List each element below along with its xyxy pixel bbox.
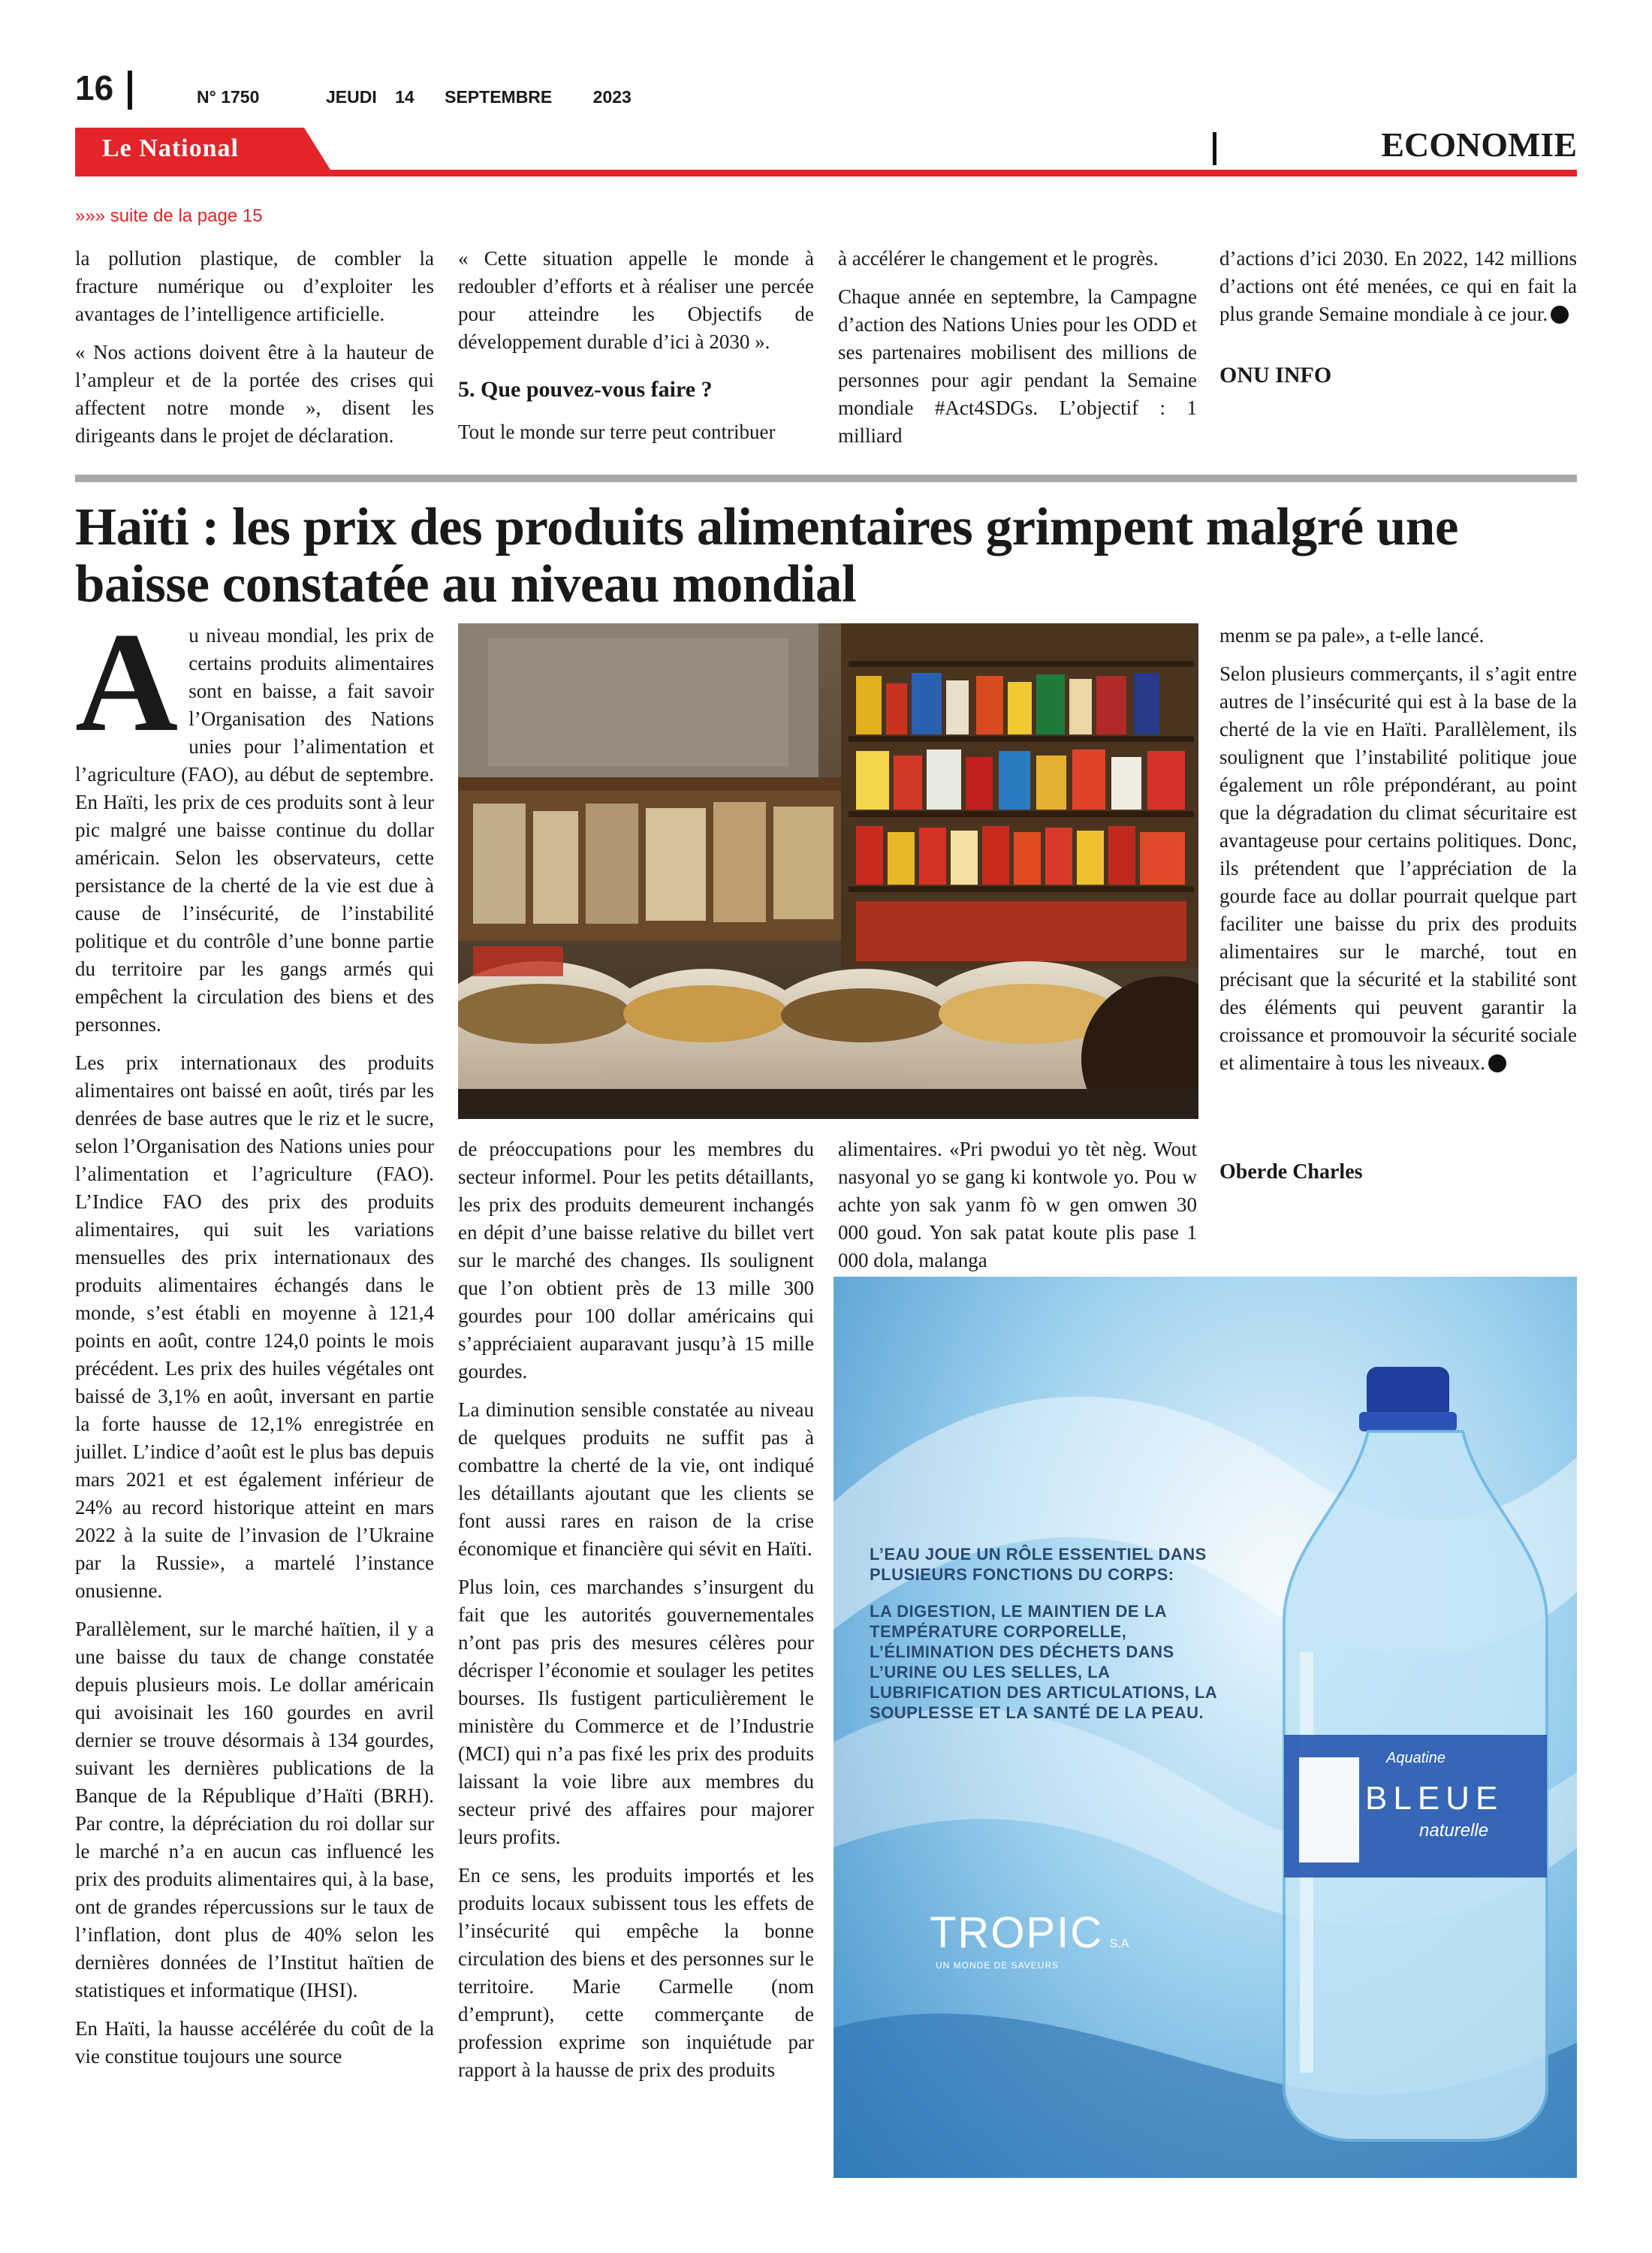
- ad-line: L’URINE OU LES SELLES, LA: [870, 1663, 1111, 1681]
- paragraph: Selon plusieurs commerçants, il s’agit entre autres de l’insécurité qui est à la base de la cherté de la vie en Haïti. Parallèlement, ils soulignent que l’instabilité politique joue également un rôle prépondérant, au point que la dégradation du climat sécuritaire est avantageuse pour certains politiques. Donc, ils prétendent que l’appréciation de la gourde face au dollar pourrait quelque part faciliter une baisse du prix des produits alimentaires sur le marché, tout en précisant que la sécurité et la stabilité sont des éléments qui peuvent garantir la croissance et promouvoir la sécurité sociale et alimentaire à tous les niveaux.: [1219, 662, 1577, 1074]
- paragraph: « Cette situation appelle le monde à redoubler d’efforts et à réaliser une percée pour atteindre les Objectifs de développement durable d’ici à 2030 ».: [458, 247, 814, 353]
- article-column-4: [1219, 622, 1577, 1186]
- article-separator: [75, 475, 1577, 482]
- paragraph: alimentaires. «Pri pwodui yo tèt nèg. Wout nasyonal yo se gang ki kontwole yo. Pou w achte yon sak yanm fò w gen omwen 30 000 goud. Yon sak patat koute plis pase 1 000 dola, malanga: [838, 1138, 1197, 1271]
- paragraph: la pollution plastique, de combler la fracture numérique ou d’exploiter les avantages de l’intelligence artificielle.: [75, 247, 434, 325]
- page-number-divider: [128, 71, 132, 110]
- issue-date: [326, 87, 632, 107]
- paragraph: Les prix internationaux des produits alimentaires ont baissé en août, tirés par les denrées de base autres que le riz et le sucre, selon l’Organisation des Nations unies pour l’alimentation et l’agriculture (FAO). L’Indice FAO des prix des produits alimentaires, qui suit les variations mensuelles des prix internationaux des produits alimentaires échangés dans le monde, s’est établi en moyenne à 121,4 points en août, contre 124,0 points le mois précédent. Les prix des huiles végétales ont baissé de 3,1% en août, inversant en partie la forte hausse de 12,1% enregistrée en juillet. L’indice d’août est le plus bas depuis mars 2021 et est également inférieur de 24% au record historique atteint en mars 2022 à la suite de l’invasion de l’Ukraine par la Russie», a martelé l’instance onusienne.: [75, 1051, 434, 1602]
- article-author: Oberde Charles: [1219, 1160, 1363, 1184]
- continued-column-3: [838, 245, 1197, 460]
- brand-tagline: UN MONDE DE SAVEURS: [936, 1960, 1060, 1971]
- lead-paragraph: Au niveau mondial, les prix de certains produits alimentaires sont en baisse, a fait savoir l’Organisation des Nations unies pour l’alimentation et l’agriculture (FAO), au début de septembre. En Haïti, les prix de ces produits sont à leur pic malgré une baisse continue du dollar américain. Selon les observateurs, cette persistance de la cherté de la vie est due à cause de l’insécurité, de l’instabilité politique et du contrôle d’une bonne partie du territoire par les gangs armés qui empêchent la circulation des biens et des personnes.: [75, 604, 434, 1036]
- paragraph: La diminution sensible constatée au niveau de quelques produits ne suffit pas à combattre la cherté de la vie, ont indiqué les détaillants ajoutant que les clients se font aussi rares en raison de la crise économique et financière qui sévit en Haïti.: [458, 1398, 814, 1560]
- end-mark-icon: [1551, 306, 1569, 324]
- paragraph: Tout le monde sur terre peut contribuer: [458, 421, 776, 443]
- date-year: 2023: [592, 87, 632, 107]
- article-column-2: [458, 1136, 814, 2095]
- drop-cap: A: [75, 604, 179, 762]
- issue-number: N° 1750: [197, 87, 260, 107]
- ad-line: L’EAU JOUE UN RÔLE ESSENTIEL DANS: [870, 1545, 1207, 1564]
- paragraph: Parallèlement, sur le marché haïtien, il y a une baisse du taux de change constatée depuis plusieurs mois. Le dollar américain qui avoisinait les 160 gourdes en avril dernier se trouve désormais à 134 gourdes, suivant les dernières publications de la Banque de la République d’Haïti (BRH). Par contre, la dépréciation du roi dollar sur le marché n’a en aucun cas influencé les prix des produits alimentaires qui, à la base, ont de grandes répercussions sur le taux de l’inflation, dont plus de 40% selon les dernières données de l’Institut haïtien de statistiques et informatique (IHSI).: [75, 1618, 434, 2001]
- date-day-name: JEUDI: [326, 87, 377, 107]
- date-month: SEPTEMBRE: [445, 87, 553, 107]
- paragraph: En Haïti, la hausse accélérée du coût de la vie constitue toujours une source: [75, 2017, 434, 2068]
- brand-name: TROPIC: [930, 1908, 1104, 1957]
- article-column-3: [838, 1136, 1197, 1285]
- brand-logo: [930, 1908, 1129, 1958]
- article-source: ONU INFO: [1219, 363, 1332, 388]
- ad-line: L’ÉLIMINATION DES DÉCHETS DANS: [870, 1642, 1174, 1661]
- paragraph: d’actions d’ici 2030. En 2022, 142 millions d’actions ont été menées, ce qui en fait la plus grande Semaine mondiale à ce jour.: [1219, 247, 1577, 325]
- bottle-brand: Aquatine: [1386, 1750, 1446, 1766]
- ad-line: SOUPLESSE ET LA SANTÉ DE LA PEAU.: [870, 1703, 1204, 1722]
- continued-column-2: [458, 245, 814, 457]
- water-wave-graphic: [834, 1277, 1577, 2178]
- water-advertisement: [834, 1277, 1577, 2178]
- ad-line: PLUSIEURS FONCTIONS DU CORPS:: [870, 1565, 1174, 1584]
- section-title: ECONOMIE: [1381, 125, 1577, 164]
- paragraph: Plus loin, ces marchandes s’insurgent du fait que les autorités gouvernementales n’ont pas pris des mesures célères pour décrisper l’économie et soulager les petites bourses. Ils fustigent particulièrement le ministère du Commerce et de l’Industrie (MCI) qui n’a pas fixé les prix des produits laissant la voie libre aux membres du secteur privé des affaires pour majorer leurs profits.: [458, 1576, 814, 1848]
- section-divider: [1213, 132, 1216, 165]
- subheading: 5. Que pouvez-vous faire ?: [458, 377, 713, 402]
- ad-line: LA DIGESTION, LE MAINTIEN DE LA: [870, 1602, 1168, 1621]
- ad-line: LUBRIFICATION DES ARTICULATIONS, LA: [870, 1683, 1218, 1702]
- continued-from: »»» suite de la page 15: [75, 206, 263, 226]
- article-title: Haïti : les prix des produits alimentaires grimpent malgré une baisse constatée au niveau mondial: [75, 498, 1458, 614]
- date-day: 14: [395, 87, 415, 107]
- ad-copy: [870, 1544, 1290, 1723]
- market-shelves-photo: [458, 623, 1198, 1119]
- paragraph: « Nos actions doivent être à la hauteur de l’ampleur et de la portée des crises qui affectent notre monde », disent les dirigeants dans le projet de déclaration.: [75, 341, 434, 447]
- ad-line: TEMPÉRATURE CORPORELLE,: [870, 1622, 1127, 1641]
- paragraph: de préoccupations pour les membres du secteur informel. Pour les petits détaillants, les prix des produits demeurent inchangés en dépit d’une baisse relative du billet vert sur le marché des changes. Ils soulignent que l’on obtient près de 13 mille 300 gourdes pour 100 dollar américains qui s’appréciaient auparavant jusqu’à 15 mille gourdes.: [458, 1138, 814, 1383]
- bottle-label: BLEUE: [1365, 1780, 1504, 1817]
- end-mark-icon: [1488, 1054, 1506, 1072]
- continued-column-1: [75, 245, 434, 460]
- masthead-title: Le National: [102, 134, 239, 162]
- paragraph: menm se pa pale», a t-elle lancé.: [1219, 624, 1485, 647]
- paragraph: Chaque année en septembre, la Campagne d’action des Nations Unies pour les ODD et ses partenaires mobilisent des millions de personnes pour agir pendant la Semaine mondiale #Act4SDGs. L’objectif : 1 milliard: [838, 285, 1197, 447]
- bottle-label-sub: naturelle: [1419, 1820, 1489, 1841]
- paragraph: à accélérer le changement et le progrès.: [838, 247, 1159, 270]
- article-column-1: [75, 604, 434, 2081]
- brand-suffix: S.A: [1109, 1938, 1129, 1950]
- page-number: 16: [75, 68, 114, 107]
- continued-column-4: [1219, 245, 1577, 389]
- paragraph: En ce sens, les produits importés et les produits locaux subissent tous les effets de l’insécurité qui empêche la bonne circulation des biens et des personnes sur le territoire. Marie Carmelle (nom d’emprunt), cette commerçante de profession exprime son inquiétude par rapport à la hausse de prix des produits: [458, 1864, 814, 2081]
